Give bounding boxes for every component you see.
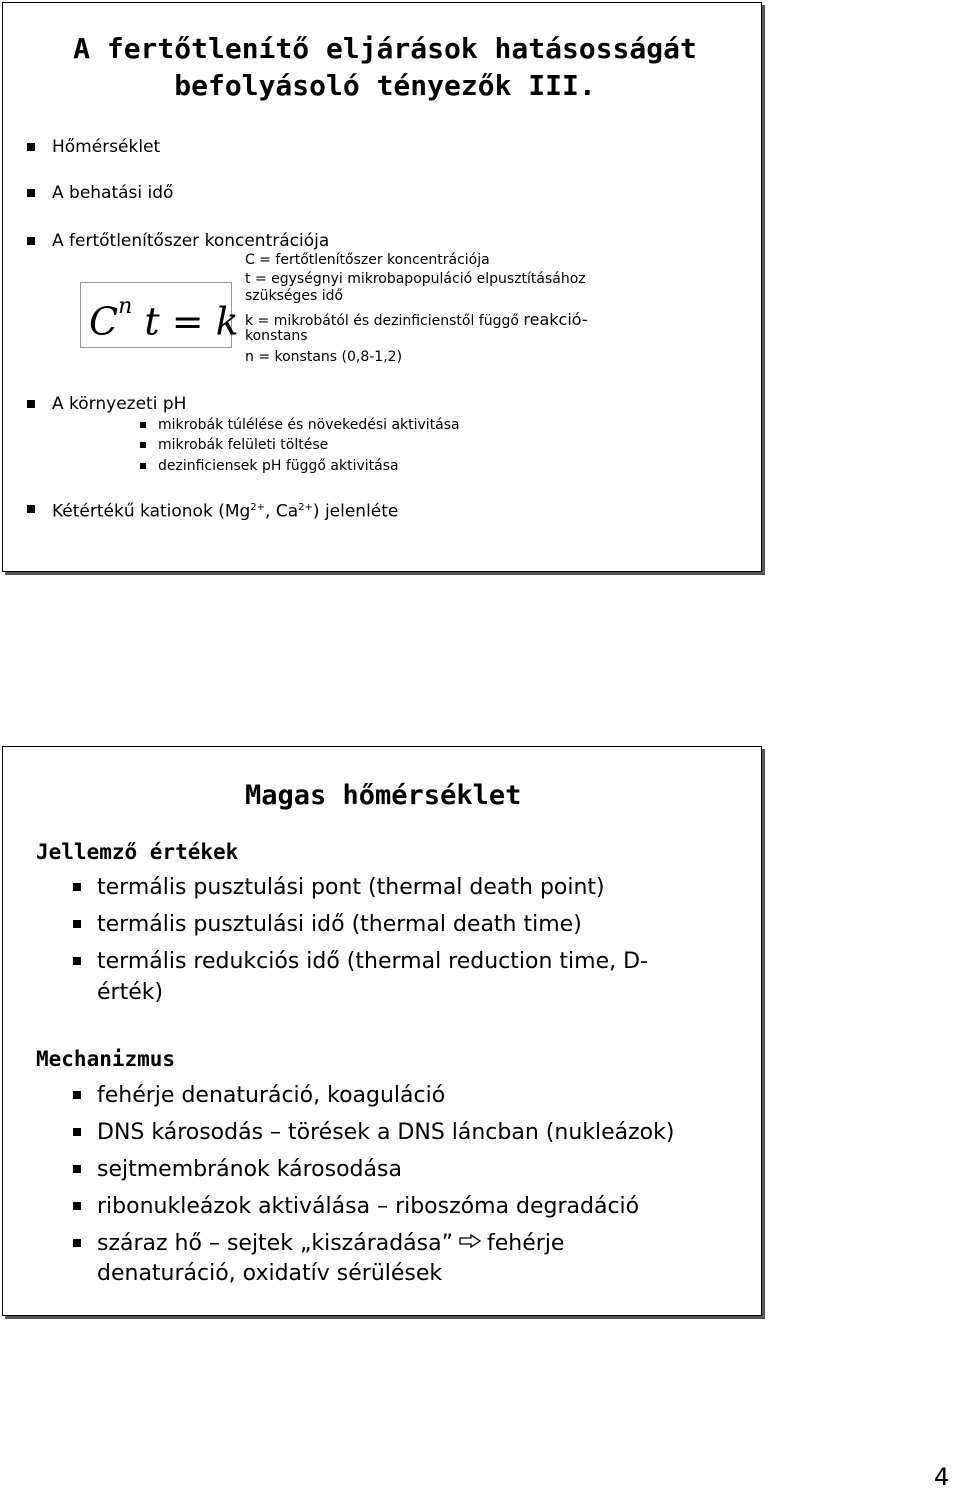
bullet-ph: A környezeti pH bbox=[52, 394, 187, 414]
sub-bullet-icon bbox=[140, 442, 146, 448]
item-ribonuclease: ribonukleázok aktiválása – riboszóma degradáció bbox=[97, 1194, 640, 1219]
definition-k-big: reakció- bbox=[523, 310, 588, 329]
bullet-icon bbox=[27, 505, 35, 513]
definition-k-line2: konstans bbox=[245, 328, 308, 344]
slide-2-title: Magas hőmérséklet bbox=[245, 780, 522, 811]
bullet-icon bbox=[27, 189, 35, 197]
formula-exponent: n bbox=[118, 294, 133, 319]
bullet-icon bbox=[73, 1165, 81, 1173]
cations-mid: , Ca bbox=[265, 501, 299, 522]
item-dry-heat bbox=[97, 1228, 564, 1260]
sub-bullet-icon bbox=[140, 463, 146, 469]
formula bbox=[89, 293, 239, 344]
bullet-icon bbox=[73, 1128, 81, 1136]
item-protein-denaturation: fehérje denaturáció, koaguláció bbox=[97, 1083, 446, 1108]
section-mechanism: Mechanizmus bbox=[36, 1047, 176, 1071]
dry-heat-text: száraz hő – sejtek „kiszáradása” bbox=[97, 1231, 454, 1256]
definition-c: C = fertőtlenítőszer koncentrációja bbox=[245, 252, 490, 268]
bullet-temperature: Hőmérséklet bbox=[52, 137, 161, 157]
mg-charge: 2+ bbox=[250, 502, 266, 513]
bullet-icon bbox=[73, 1202, 81, 1210]
item-membrane-damage: sejtmembránok károsodása bbox=[97, 1157, 402, 1182]
bullet-icon bbox=[73, 1239, 81, 1247]
formula-rest: t = k bbox=[144, 299, 239, 344]
cations-prefix: Kétértékű kationok (Mg bbox=[52, 501, 251, 522]
slide-1-title bbox=[60, 30, 710, 104]
cations-suffix: ) jelenléte bbox=[312, 501, 399, 522]
item-thermal-death-time: termális pusztulási idő (thermal death time) bbox=[97, 912, 582, 937]
bullet-icon bbox=[27, 143, 35, 151]
ph-item-2: mikrobák felületi töltése bbox=[158, 437, 329, 453]
bullet-cations bbox=[52, 497, 398, 523]
section-characteristic-values: Jellemző értékek bbox=[36, 840, 239, 864]
bullet-icon bbox=[73, 957, 81, 965]
bullet-concentration: A fertőtlenítőszer koncentrációja bbox=[52, 231, 330, 251]
title-line-1: A fertőtlenítő eljárások hatásosságát bbox=[73, 32, 697, 65]
formula-base: C bbox=[89, 299, 119, 344]
item-dry-heat-cont: denaturáció, oxidatív sérülések bbox=[97, 1261, 443, 1286]
ph-item-1: mikrobák túlélése és növekedési aktivitása bbox=[158, 417, 460, 433]
bullet-icon bbox=[73, 883, 81, 891]
title-line-2: befolyásoló tényezők III. bbox=[174, 69, 596, 102]
definition-t-line2: szükséges idő bbox=[245, 288, 344, 304]
item-thermal-death-point: termális pusztulási pont (thermal death point) bbox=[97, 875, 605, 900]
definition-k-text: k = mikrobától és dezinficienstől függő bbox=[245, 313, 519, 329]
bullet-icon bbox=[73, 920, 81, 928]
bullet-icon bbox=[27, 237, 35, 245]
definition-t-line1: t = egységnyi mikrobapopuláció elpusztításához bbox=[245, 271, 586, 287]
dry-heat-result: fehérje bbox=[487, 1231, 565, 1256]
bullet-exposure-time: A behatási idő bbox=[52, 183, 174, 203]
arrow-right-icon bbox=[459, 1226, 481, 1240]
ca-charge: 2+ bbox=[298, 502, 313, 513]
bullet-icon bbox=[73, 1091, 81, 1099]
sub-bullet-icon bbox=[140, 422, 146, 428]
page-number: 4 bbox=[934, 1463, 950, 1491]
bullet-icon bbox=[27, 400, 35, 408]
definition-n: n = konstans (0,8-1,2) bbox=[245, 349, 403, 365]
formula-box bbox=[80, 282, 239, 348]
ph-item-3: dezinficiensek pH függő aktivitása bbox=[158, 458, 399, 474]
item-dna-damage: DNS károsodás – törések a DNS láncban (nukleázok) bbox=[97, 1120, 675, 1145]
item-thermal-reduction-time: termális redukciós idő (thermal reduction time, D- bbox=[97, 949, 648, 974]
item-thermal-reduction-time-cont: érték) bbox=[97, 980, 164, 1005]
